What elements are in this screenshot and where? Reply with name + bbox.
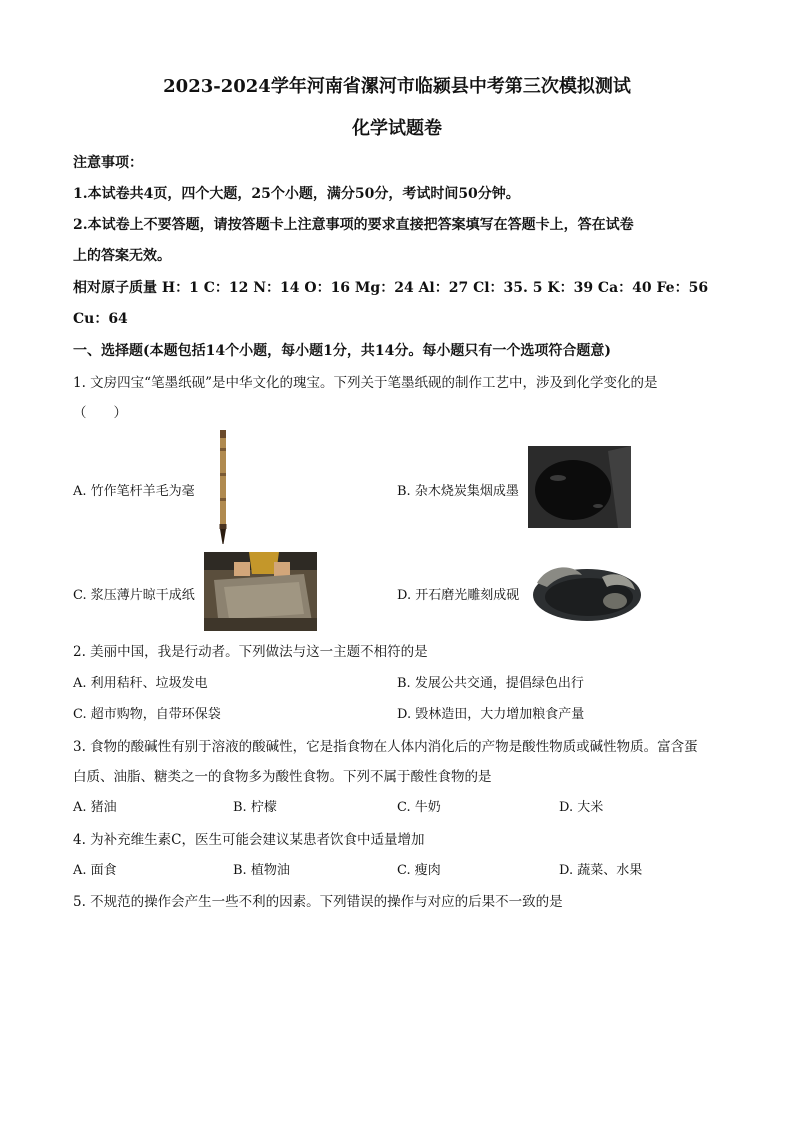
q2-option-b: B. 发展公共交通，提倡绿色出行 <box>397 676 584 691</box>
q3-option-b: B. 柠檬 <box>233 800 277 815</box>
atomic-masses: 相对原子质量 H：1 C：12 N：14 O：16 Mg：24 Al：27 Cl：35. 5 K：39 Ca：40 Fe：56 <box>73 280 709 296</box>
q2-option-d: D. 毁林造田，大力增加粮食产量 <box>397 707 585 722</box>
q4-option-a: A. 面食 <box>73 863 117 878</box>
q1-option-a: A. 竹作笔杆羊毛为毫 <box>73 484 195 499</box>
question-1-stem: 1. 文房四宝“笔墨纸砚”是中华文化的瑰宝。下列关于笔墨纸砚的制作工艺中，涉及到化学变化的是 <box>73 375 658 391</box>
ink-image <box>528 446 631 528</box>
q1-option-d: D. 开石磨光雕刻成砚 <box>397 588 520 603</box>
question-1-bracket: （ ） <box>73 405 127 421</box>
q2-option-a: A. 利用秸秆、垃圾发电 <box>73 676 208 691</box>
notice-item-2: 2.本试卷上不要答题，请按答题卡上注意事项的要求直接把答案填写在答题卡上，答在试卷 <box>73 217 634 233</box>
question-4-stem: 4. 为补充维生素C，医生可能会建议某患者饮食中适量增加 <box>73 832 425 848</box>
q2-option-c: C. 超市购物，自带环保袋 <box>73 707 221 722</box>
brush-pen-image <box>212 428 234 546</box>
inkstone-image <box>527 555 642 625</box>
q3-option-a: A. 猪油 <box>73 800 117 815</box>
q4-option-b: B. 植物油 <box>233 863 290 878</box>
notice-heading: 注意事项： <box>73 155 143 171</box>
question-5-stem: 5. 不规范的操作会产生一些不利的因素。下列错误的操作与对应的后果不一致的是 <box>73 894 563 910</box>
question-3-stem: 3. 食物的酸碱性有别于溶液的酸碱性，它是指食物在人体内消化后的产物是酸性物质或碱性物质。富含蛋 <box>73 739 698 755</box>
q3-option-d: D. 大米 <box>559 800 604 815</box>
atomic-masses-cont: Cu：64 <box>73 311 128 327</box>
exam-subtitle: 化学试题卷 <box>352 118 442 139</box>
section-heading-choice: 一、选择题(本题包括14个小题，每小题1分，共14分。每小题只有一个选项符合题意) <box>73 343 611 359</box>
q3-option-c: C. 牛奶 <box>397 800 441 815</box>
question-3-stem-cont: 白质、油脂、糖类之一的食物多为酸性食物。下列不属于酸性食物的是 <box>73 769 492 785</box>
q4-option-d: D. 蔬菜、水果 <box>559 863 643 878</box>
question-2-stem: 2. 美丽中国，我是行动者。下列做法与这一主题不相符的是 <box>73 644 428 660</box>
notice-item-1: 1.本试卷共4页，四个大题，25个小题，满分50分，考试时间50分钟。 <box>73 186 520 202</box>
q1-option-b: B. 杂木烧炭集烟成墨 <box>397 484 519 499</box>
q4-option-c: C. 瘦肉 <box>397 863 441 878</box>
notice-item-2-cont: 上的答案无效。 <box>73 248 171 264</box>
papermaking-image <box>204 552 317 631</box>
exam-title: 2023-2024学年河南省漯河市临颍县中考第三次模拟测试 <box>163 76 631 97</box>
q1-option-c: C. 浆压薄片晾干成纸 <box>73 588 195 603</box>
